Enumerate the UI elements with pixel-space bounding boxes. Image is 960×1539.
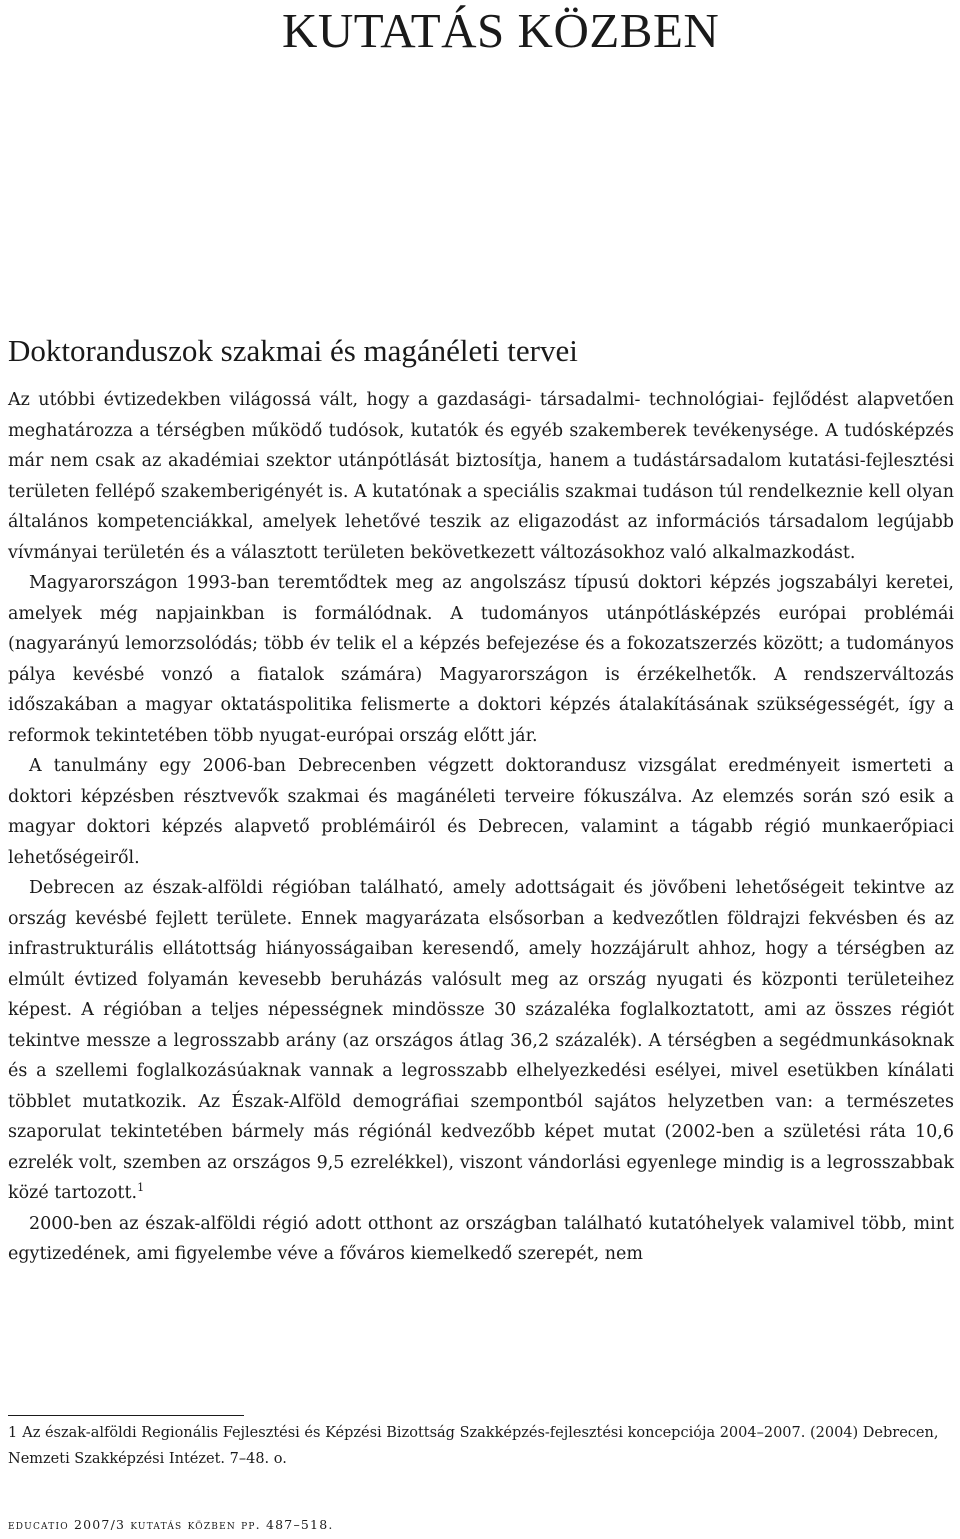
paragraph-1: Az utóbbi évtizedekben világossá vált, hogy a gazdasági- társadalmi- technológiai- fejlődést alapvetően meghatározza a térségben működő tudósok, kutatók és egyéb szakemberek tevékenysége. A tudósképzés már nem csak az akadémiai szektor utánpótlását biztosítja, hanem a tudástársadalom kutatási-fejlesztési területen fellépő szakemberigényét is. A kutatónak a speciális szakmai tudáson túl rendelkeznie kell olyan általános kompetenciákkal, amelyek lehetővé teszik az eligazodást az információs társadalom legújabb vívmányai területén és a választott területen bekövetkezett változásokhoz való alkalmazkodást.: [8, 390, 954, 563]
paragraph-2: Magyarországon 1993-ban teremtődtek meg az angolszász típusú doktori képzés jogszabályi keretei, amelyek még napjainkban is formálódnak. A tudományos utánpótlásképzés európai problémái (nagyarányú lemorzsolódás; több év telik el a képzés befejezése és a fokozatszerzés között; a tudományos pálya kevésbé vonzó a fiatalok számára) Magyarországon is érzékelhetők. A rendszerváltozás időszakában a magyar oktatáspolitika felismerte a doktori képzés átalakításának szükségességét, így a reformok tekintetében több nyugat-európai ország előtt jár.: [8, 573, 954, 746]
footnote-number: 1: [8, 1425, 18, 1441]
paragraph-3: A tanulmány egy 2006-ban Debrecenben végzett doktorandusz vizsgálat eredményeit ismerteti a doktori képzésben résztvevők szakmai és magánéleti terveire fókuszálva. Az elemzés során szó esik a magyar doktori képzés alapvető problémáiról és Debrecen, valamint a tágabb régió munkaerőpiaci lehetőségeiről.: [8, 756, 954, 868]
section-header: KUTATÁS KÖZBEN: [282, 3, 720, 58]
paragraph-4-text: Debrecen az észak-alföldi régióban található, amely adottságait és jövőbeni lehetőségeit tekintve az ország kevésbé fejlett területe. Ennek magyarázata elsősorban a kedvezőtlen földrajzi fekvésben és az infrastrukturális ellátottság hiányosságaiban keresendő, amely hozzájárult ahhoz, hogy a térségben az elmúlt évtized folyamán kevesebb beruházás valósult meg az ország nyugati és központi területeihez képest. A régióban a teljes népességnek mindössze 30 százaléka foglalkoztatott, ami az összes régiót tekintve messze a legrosszabb arány (az országos átlag 36,2 százalék). A térségben a segédmunkásoknak és a szellemi foglalkozásúaknak vannak a legrosszabb elhelyezkedési esélyei, mivel esetükben kínálati többlet mutatkozik. Az Észak-Alföld demográfiai szempontból sajátos helyzetben van: a természetes szaporulat tekintetében bármely más régiónál kedvezőbb képet mutat (2002-ben a születési ráta 10,6 ezrelék volt, szemben az országos 9,5 ezrelékkel), viszont vándorlási egyenlege mindig is a legrosszabbak közé tartozott.: [8, 878, 954, 1203]
paragraph-4: [8, 873, 954, 1209]
page-footer-citation: educatio 2007/3 kutatás közben pp. 487–518.: [8, 1517, 334, 1532]
footnote-divider: [8, 1415, 244, 1416]
footnote-item: [8, 1420, 958, 1472]
paragraph-5: 2000-ben az észak-alföldi régió adott otthont az országban található kutatóhelyek valamivel több, mint egytizedének, ami figyelembe véve a főváros kiemelkedő szerepét, nem: [8, 1213, 954, 1264]
article-body: [8, 385, 954, 1270]
footnotes: [8, 1420, 958, 1472]
footnote-text: Az észak-alföldi Regionális Fejlesztési és Képzési Bizottság Szakképzés-fejlesztési koncepciója 2004–2007. (2004) Debrecen, Nemzeti Szakképzési Intézet. 7–48. o.: [8, 1425, 939, 1467]
footnote-reference[interactable]: 1: [137, 1181, 145, 1195]
article-title: Doktoranduszok szakmai és magánéleti tervei: [8, 333, 578, 368]
